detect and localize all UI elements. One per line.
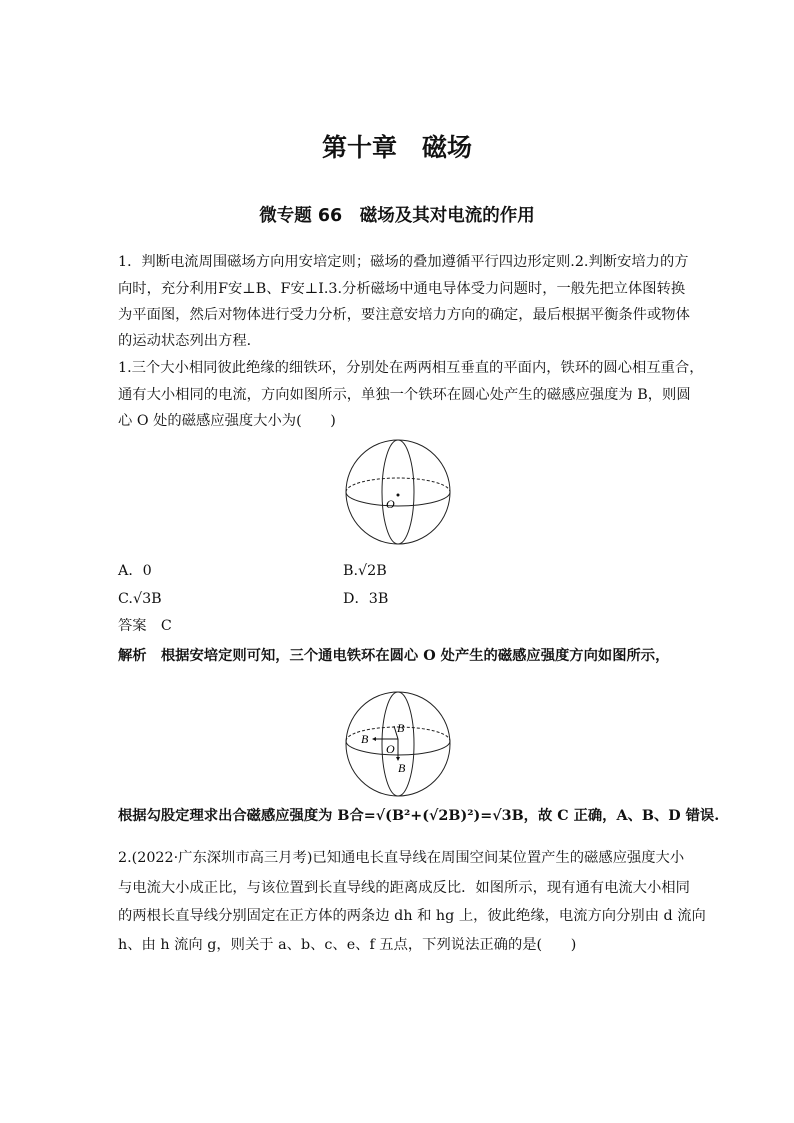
q1-line: 心 O 处的磁感应强度大小为( ) [118,413,336,429]
sphere-figure [340,434,456,550]
sphere-field-figure [340,686,456,802]
option-d: D．3B [343,591,389,607]
topic-title: 微专题 66 磁场及其对电流的作用 [259,206,535,226]
q2-line: 2.(2022·广东深圳市高三月考)已知通电长直导线在周围空间某位置产生的磁感应强度大小 [118,850,685,866]
center-label: O [386,742,395,756]
q2-line: h、由 h 流向 g，则关于 a、b、c、e、f 五点，下列说法正确的是( ) [118,937,577,953]
analysis: 解析 根据安培定则可知，三个通电铁环在圆心 O 处产生的磁感应强度方向如图所示， [118,648,670,664]
b-label: B [361,732,369,746]
option-c: C.√3B [118,591,162,607]
intro-line: 为平面图，然后对物体进行受力分析，要注意安培力方向的确定，最后根据平衡条件或物体 [118,307,690,323]
q1-line: 通有大小相同的电流，方向如图所示，单独一个铁环在圆心处产生的磁感应强度为 B，则圆 [118,387,691,403]
q1-line: 1.三个大小相同彼此绝缘的细铁环，分别处在两两相互垂直的平面内，铁环的圆心相互重合， [118,360,704,376]
answer: 答案 C [118,618,172,634]
option-a: A．0 [118,563,152,579]
b-label: B [398,761,406,775]
intro-line: 1．判断电流周围磁场方向用安培定则；磁场的叠加遵循平行四边形定则.2.判断安培力的方 [118,254,689,270]
chapter-title: 第十章 磁场 [321,133,472,162]
option-b: B.√2B [343,563,387,579]
b-label: B [397,721,405,735]
center-label: O [386,497,395,511]
intro-line: 向时，充分利用F安⊥B、F安⊥I.3.分析磁场中通电导体受力问题时，一般先把立体图转换 [118,281,686,297]
intro-line: 的运动状态列出方程． [118,333,261,349]
q2-line: 与电流大小成正比，与该位置到长直导线的距离成反比．如图所示，现有通有电流大小相同 [118,880,690,896]
q2-line: 的两根长直导线分别固定在正方体的两条边 dh 和 hg 上，彼此绝缘，电流方向分别由 d 流向 [118,908,706,924]
conclusion: 根据勾股定理求出合磁感应强度为 B合=√(B²+(√2B)²)=√3B，故 C 正确，A、B、D 错误. [118,808,720,824]
